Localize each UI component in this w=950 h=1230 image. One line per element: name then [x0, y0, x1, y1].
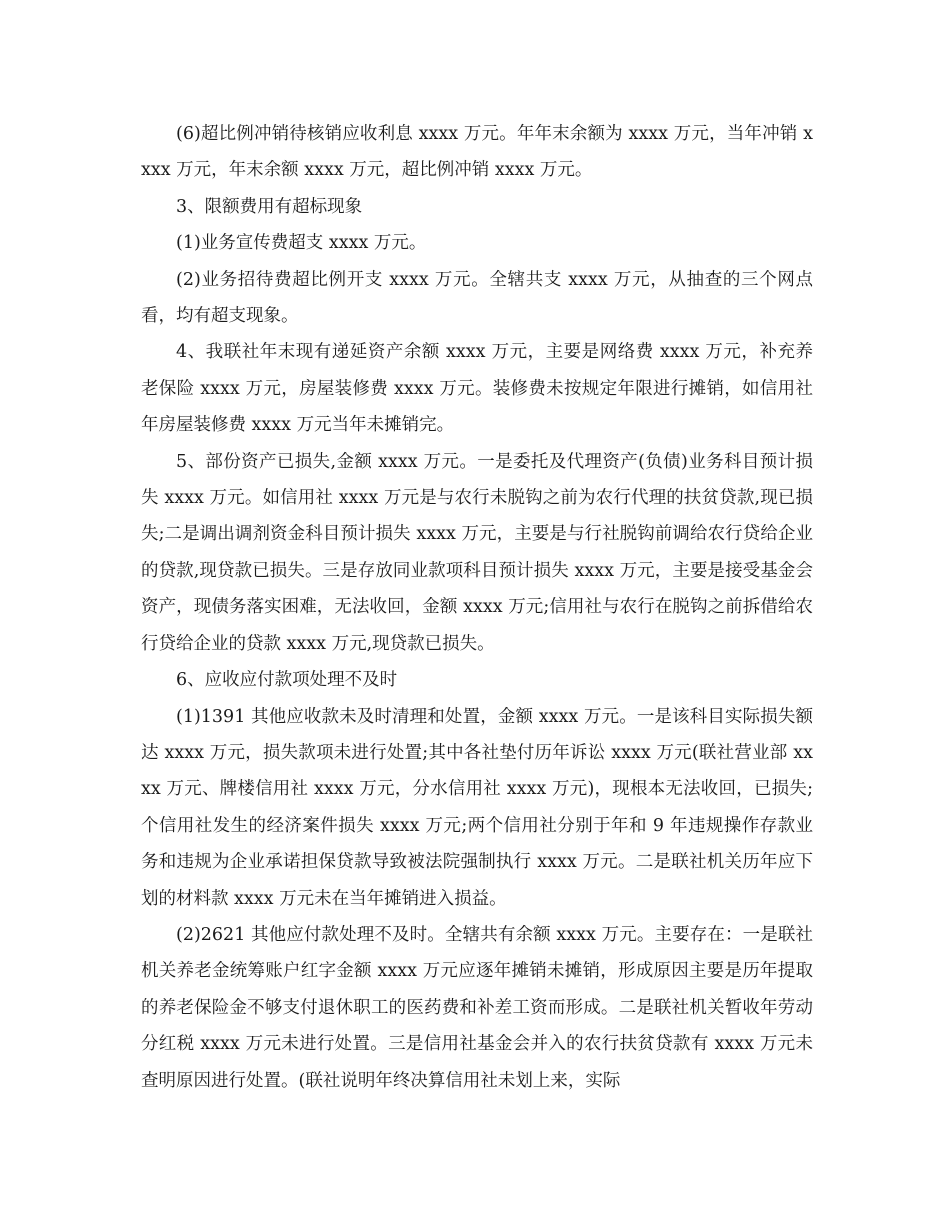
heading-6-receivables-payables: 6、应收应付款项处理不及时: [176, 670, 398, 691]
paragraph-5-asset-loss: 5、部份资产已损失,金额 xxxx 万元。一是委托及代理资产(负债)业务科目预计损失 xxxx 万元。如信用社 xxxx 万元是与农行未脱钩之前为农行代理的扶贫贷款,现已损失;二是调出调剂资金科目预计损失 xxxx 万元，主要是与行社脱钩前调给农行贷给企业的贷款,现贷款已损失。三是存放同业款项科目预计损失 xxxx 万元，主要是接受基金会资产，现债务落实困难，无法收回，金额 xxxx 万元;信用社与农行在脱钩之前拆借给农行贷给企业的贷款 xxxx 万元,现贷款已损失。: [141, 451, 813, 654]
paragraph-2-entertainment: (2)业务招待费超比例开支 xxxx 万元。全辖共支 xxxx 万元，从抽查的三个网点看，均有超支现象。: [141, 269, 813, 327]
paragraph-1391-receivables: (1)1391 其他应收款未及时清理和处置，金额 xxxx 万元。一是该科目实际损失额达 xxxx 万元，损失款项未进行处置;其中各社垫付历年诉讼 xxxx 万元(联社营业部 xxxx 万元、牌楼信用社 xxxx 万元，分水信用社 xxxx 万元)，现根本无法收回，已损失;个信用社发生的经济案件损失 xxxx 万元;两个信用社分别于年和 9 年违规操作存款业务和违规为企业承诺担保贷款导致被法院强制执行 xxxx 万元。二是联社机关历年应下划的材料款 xxxx 万元未在当年摊销进入损益。: [141, 706, 813, 909]
paragraph-4-deferred-assets: 4、我联社年末现有递延资产余额 xxxx 万元，主要是网络费 xxxx 万元，补充养老保险 xxxx 万元，房屋装修费 xxxx 万元。装修费未按规定年限进行摊销，如信用社年房屋装修费 xxxx 万元当年未摊销完。: [141, 342, 813, 436]
document-body: [141, 116, 813, 1099]
heading-3-limit-expenses: 3、限额费用有超标现象: [176, 196, 363, 217]
paragraph-1-publicity: (1)业务宣传费超支 xxxx 万元。: [176, 233, 427, 254]
paragraph-2621-payables: (2)2621 其他应付款处理不及时。全辖共有余额 xxxx 万元。主要存在：一是联社机关养老金统筹账户红字金额 xxxx 万元应逐年摊销未摊销，形成原因主要是历年提取的养老保险金不够支付退休职工的医药费和补差工资而形成。二是联社机关暂收年劳动分红税 xxxx 万元未进行处置。三是信用社基金会并入的农行扶贫贷款有 xxxx 万元未查明原因进行处置。(联社说明年终决算信用社未划上来，实际: [141, 924, 813, 1091]
paragraph-6-overwriteoff: (6)超比例冲销待核销应收利息 xxxx 万元。年年末余额为 xxxx 万元，当年冲销 xxxx 万元，年末余额 xxxx 万元，超比例冲销 xxxx 万元。: [141, 124, 813, 181]
